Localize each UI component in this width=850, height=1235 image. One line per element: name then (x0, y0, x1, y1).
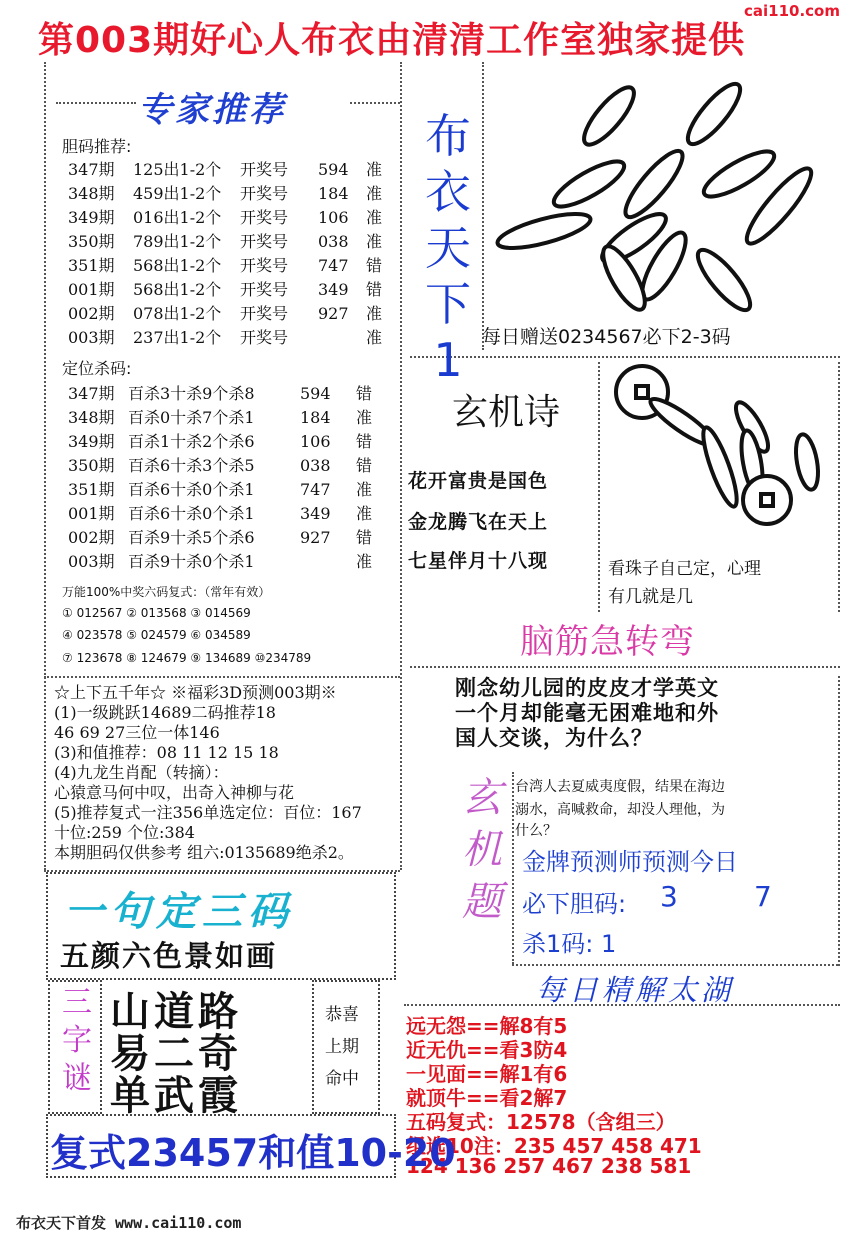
poem-line: 金龙腾飞在天上 (408, 511, 549, 533)
dw-cell: 003期 (68, 552, 115, 571)
dan-cell: 747 (318, 256, 349, 275)
sx-line: 十位:259 个位:384 (54, 823, 195, 842)
divider-vertical (400, 62, 402, 870)
dw-cell: 百杀9十杀5个杀6 (128, 528, 255, 547)
dan-cell: 准 (366, 328, 383, 347)
dw-cell: 038 (300, 456, 331, 475)
poem-title: 玄机诗 (452, 392, 561, 433)
sx-line: (4)九龙生肖配（转摘）： (54, 763, 229, 782)
xjt-char: 题 (462, 879, 502, 925)
taihu-line: 124 136 257 467 238 581 (406, 1154, 692, 1178)
sx-line: 本期胆码仅供参考 组六:0135689绝杀2。 (54, 843, 354, 862)
dan-cell: 开奖号 (240, 256, 289, 275)
dan-cell: 594 (318, 160, 349, 179)
dan-cell: 348期 (68, 184, 115, 203)
divider-vertical (838, 362, 840, 612)
dw-cell: 349期 (68, 432, 115, 451)
divider-vertical (512, 772, 514, 964)
dan-cell: 准 (366, 232, 383, 251)
jinpai-dan-label: 必下胆码: (522, 890, 627, 918)
buyi-char: 布 (425, 109, 471, 163)
dw-cell: 百杀6十杀0个杀1 (128, 504, 255, 523)
riddle-line: 国人交谈，为什么？ (455, 726, 653, 750)
dan-cell: 789出1-2个 (133, 232, 222, 251)
dan-cell: 开奖号 (240, 160, 289, 179)
divider-vertical (598, 362, 600, 612)
dan-cell: 002期 (68, 304, 115, 323)
xjt-char: 机 (462, 827, 502, 873)
dan-cell: 开奖号 (240, 184, 289, 203)
dw-cell: 350期 (68, 456, 115, 475)
fushi-row: ⑦ 123678 ⑧ 124679 ⑨ 134689 ⑩234789 (62, 651, 312, 665)
dan-cell: 038 (318, 232, 349, 251)
dw-cell: 百杀3十杀9个杀8 (128, 384, 255, 403)
jinpai-dan-2: 7 (754, 880, 772, 913)
sx-line: (3)和值推荐：08 11 12 15 18 (54, 743, 279, 762)
dw-cell: 准 (356, 504, 373, 523)
dw-cell: 001期 (68, 504, 115, 523)
dw-cell: 百杀9十杀0个杀1 (128, 552, 255, 571)
dan-cell: 351期 (68, 256, 115, 275)
dan-cell: 016出1-2个 (133, 208, 222, 227)
dan-cell: 349 (318, 280, 349, 299)
fushi-row: ④ 023578 ⑤ 024579 ⑥ 034589 (62, 628, 251, 642)
dan-cell: 准 (366, 184, 383, 203)
header-banner (0, 0, 850, 62)
dan-cell: 237出1-2个 (133, 328, 222, 347)
bead-note: 看珠子自己定，心理 (608, 559, 761, 579)
riddle-line: 一个月却能毫无困难地和外 (455, 701, 719, 725)
dw-cell: 002期 (68, 528, 115, 547)
dan-cell: 准 (366, 304, 383, 323)
dan-cell: 001期 (68, 280, 115, 299)
dw-cell: 百杀6十杀3个杀5 (128, 456, 255, 475)
riddle-line: 刚念幼儿园的皮皮才学英文 (455, 676, 719, 700)
dw-cell: 百杀6十杀0个杀1 (128, 480, 255, 499)
yjd-row: 易二奇 (110, 1031, 242, 1077)
dw-cell: 351期 (68, 480, 115, 499)
xjt-line: 台湾人去夏威夷度假，结果在海边 (515, 779, 725, 795)
dan-cell: 开奖号 (240, 232, 289, 251)
beads-illustration (484, 66, 840, 320)
divider-dotted (512, 964, 838, 966)
dan-cell: 003期 (68, 328, 115, 347)
dw-cell: 准 (356, 408, 373, 427)
jinpai-dan-1: 3 (660, 880, 678, 913)
xjt-line: 什么？ (515, 823, 557, 839)
fushi-label: 万能100%中奖六码复式：（常年有效） (62, 585, 271, 599)
dan-cell: 459出1-2个 (133, 184, 222, 203)
dan-cell: 125出1-2个 (133, 160, 222, 179)
szm-char: 三 (62, 985, 92, 1020)
gx-line: 恭喜 (325, 1005, 359, 1025)
daily-gift-text: 每日赠送0234567必下2-3码 (482, 326, 731, 348)
dw-label: 定位杀码: (62, 359, 132, 378)
taihu-line: 远无怨==解8有5 (406, 1014, 568, 1038)
xjt-line: 溺水，高喊救命，却没人理他，为 (515, 802, 725, 818)
dan-cell: 568出1-2个 (133, 256, 222, 275)
dw-cell: 927 (300, 528, 331, 547)
dan-cell: 350期 (68, 232, 115, 251)
dan-cell: 184 (318, 184, 349, 203)
taihu-line: 近无仇==看3防4 (406, 1038, 568, 1062)
fushi-row: ① 012567 ② 013568 ③ 014569 (62, 606, 251, 620)
dw-cell: 184 (300, 408, 331, 427)
dw-cell: 349 (300, 504, 331, 523)
dw-cell: 准 (356, 552, 373, 571)
dan-cell: 349期 (68, 208, 115, 227)
jinpai-kill: 杀1码: 1 (522, 930, 617, 958)
dan-cell: 准 (366, 208, 383, 227)
dw-cell: 错 (356, 384, 373, 403)
divider-dotted (350, 102, 400, 104)
sx-line: ☆上下五千年☆ ※福彩3D预测003期※ (54, 683, 337, 702)
dan-cell: 错 (366, 280, 383, 299)
site-watermark[interactable]: cai110.com (744, 2, 840, 20)
sx-line: (1)一级跳跃14689二码推荐18 (54, 703, 276, 722)
dw-cell: 347期 (68, 384, 115, 403)
dan-cell: 开奖号 (240, 304, 289, 323)
taihu-line: 一见面==解1有6 (406, 1062, 568, 1086)
dan-cell: 106 (318, 208, 349, 227)
buyi-char: 天 (425, 221, 471, 275)
xuanji-ti-title (457, 772, 507, 928)
dan-cell: 078出1-2个 (133, 304, 222, 323)
dan-cell: 开奖号 (240, 280, 289, 299)
dan-cell: 568出1-2个 (133, 280, 222, 299)
dw-cell: 百杀0十杀7个杀1 (128, 408, 255, 427)
buyi-char: 下 (425, 277, 471, 331)
brain-teaser-title: 脑筋急转弯 (520, 622, 695, 662)
szm-char: 谜 (62, 1061, 92, 1096)
dw-cell: 747 (300, 480, 331, 499)
divider-dotted (56, 102, 136, 104)
yjd-row: 山道路 (110, 989, 242, 1035)
taihu-line: 五码复式：12578（含组三） (406, 1110, 676, 1134)
yjd-row: 单武霞 (110, 1073, 242, 1119)
divider-dotted (44, 676, 400, 678)
footer-text[interactable]: 布衣天下首发 www.cai110.com (16, 1214, 242, 1232)
divider-vertical (838, 676, 840, 966)
dw-cell: 错 (356, 432, 373, 451)
gx-line: 命中 (325, 1069, 359, 1089)
bead-note: 有几就是几 (608, 587, 693, 607)
dw-cell: 错 (356, 456, 373, 475)
dw-cell: 594 (300, 384, 331, 403)
dw-cell: 准 (356, 480, 373, 499)
dan-cell: 开奖号 (240, 328, 289, 347)
dan-cell: 开奖号 (240, 208, 289, 227)
coins-illustration (602, 362, 838, 552)
szm-char: 字 (62, 1023, 92, 1058)
dan-cell: 准 (366, 160, 383, 179)
buyi-char: 1 (433, 333, 463, 387)
taihu-title: 每日精解太湖 (536, 973, 735, 1007)
buyi-char: 衣 (425, 165, 471, 219)
dw-cell: 348期 (68, 408, 115, 427)
taihu-line: 组选10注：235 457 458 471 (406, 1134, 702, 1158)
dan-cell: 错 (366, 256, 383, 275)
sx-line: 心猿意马何中叹，出奇入神柳与花 (54, 783, 295, 802)
taihu-line: 就顶牛==看2解7 (406, 1086, 568, 1110)
page-title: 第003期好心人布衣由清清工作室独家提供 (38, 20, 746, 61)
szm-vertical (57, 984, 97, 1098)
dw-cell: 百杀1十杀2个杀6 (128, 432, 255, 451)
dw-cell: 106 (300, 432, 331, 451)
divider-dotted (410, 666, 840, 668)
buyi-vertical-title (418, 108, 478, 388)
dan-cell: 347期 (68, 160, 115, 179)
jinpai-line: 金牌预测师预测今日 (522, 848, 738, 876)
frame-left-border (44, 62, 46, 870)
dan-label: 胆码推荐: (62, 137, 132, 156)
dan-cell: 927 (318, 304, 349, 323)
sx-line: (5)推荐复式一注356单选定位：百位：167 (54, 803, 362, 822)
poem-line: 七星伴月十八现 (408, 550, 549, 572)
sx-line: 46 69 27三位一体146 (54, 723, 220, 742)
yjd-fushi: 复式23457和值10-20 (50, 1131, 456, 1175)
expert-section-title: 专家推荐 (138, 90, 286, 130)
yjd-subtitle: 五颜六色景如画 (60, 939, 278, 973)
dw-cell: 错 (356, 528, 373, 547)
yjd-title: 一句定三码 (64, 889, 294, 935)
poem-line: 花开富贵是国色 (408, 470, 549, 492)
gx-line: 上期 (325, 1037, 359, 1057)
xjt-char: 玄 (462, 775, 502, 821)
